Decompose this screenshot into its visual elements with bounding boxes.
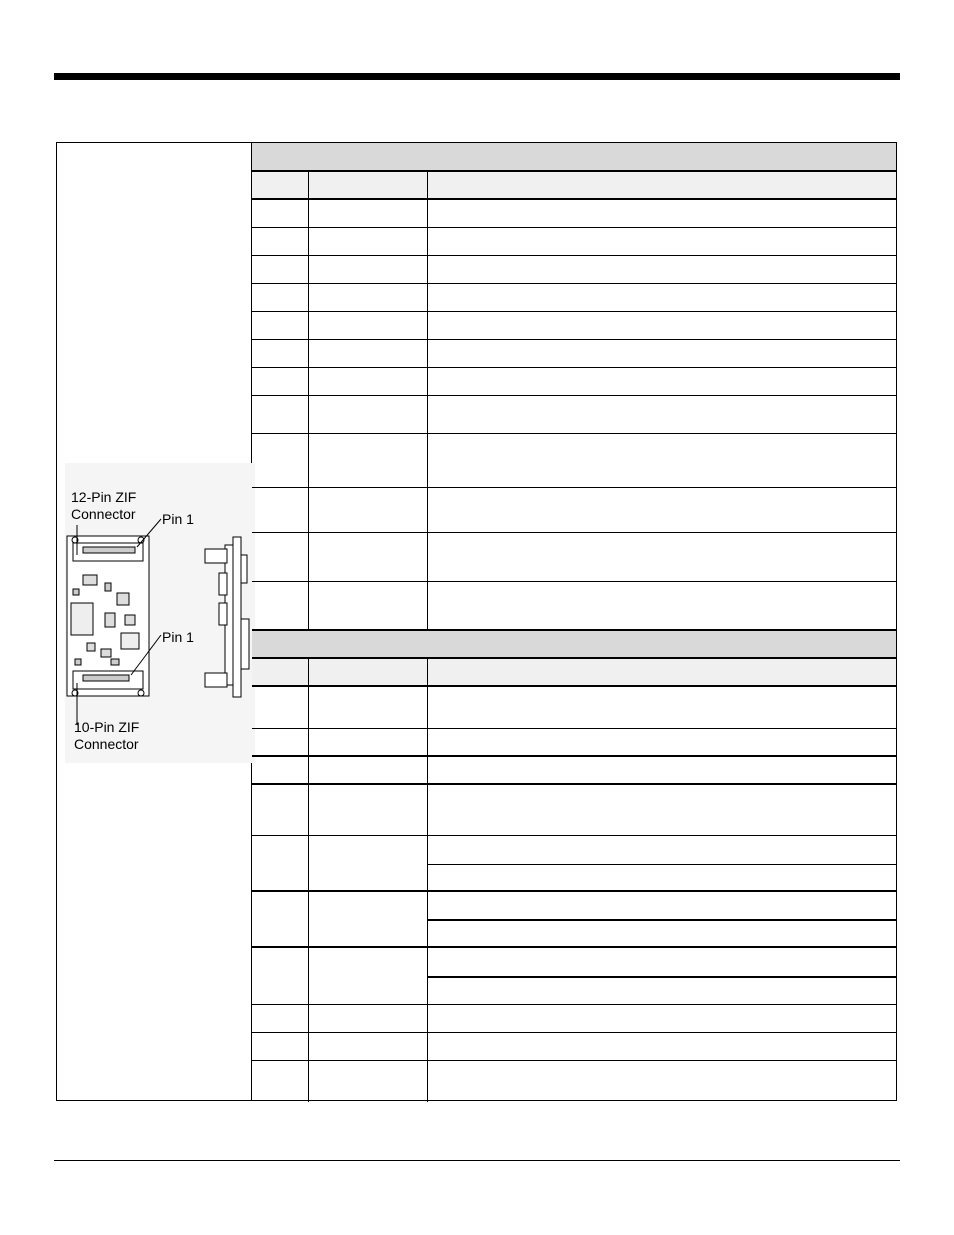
table-row (252, 256, 896, 284)
table-row (252, 488, 896, 533)
column-divider (308, 659, 309, 1102)
label-pin1-bottom: Pin 1 (162, 629, 194, 645)
table-row (252, 757, 896, 785)
label-12-pin-zif-connector: 12-Pin ZIF Connector (71, 489, 137, 522)
sub-row-divider (427, 919, 896, 921)
section-header-2 (252, 631, 896, 659)
table-row (252, 582, 896, 631)
column-header-row-1 (252, 172, 896, 200)
table-row (252, 1005, 896, 1033)
sub-row-divider (427, 976, 896, 978)
table-row (252, 434, 896, 488)
table-row (252, 785, 896, 836)
section-header-1 (252, 143, 896, 172)
table-row (252, 729, 896, 757)
column-divider (308, 171, 309, 631)
header-rule (54, 73, 900, 80)
table-row (252, 284, 896, 312)
table-row (252, 368, 896, 396)
column-divider (427, 659, 428, 1102)
table-row (252, 228, 896, 256)
table-row (252, 1061, 896, 1102)
column-header-row-2 (252, 659, 896, 687)
table-row (252, 1033, 896, 1061)
table-body (252, 143, 896, 1100)
footer-rule (54, 1160, 900, 1161)
table-row (252, 200, 896, 228)
table-row (252, 312, 896, 340)
table-row (252, 533, 896, 582)
board-figure (65, 463, 255, 763)
figure-cell (57, 143, 252, 1100)
table-row (252, 340, 896, 368)
label-10-pin-zif-connector: 10-Pin ZIF Connector (74, 719, 140, 752)
table-row (252, 396, 896, 434)
column-divider (427, 171, 428, 631)
label-pin1-top: Pin 1 (162, 511, 194, 527)
table-row (252, 687, 896, 729)
sub-row-divider (427, 864, 896, 865)
pinout-table (56, 142, 897, 1101)
